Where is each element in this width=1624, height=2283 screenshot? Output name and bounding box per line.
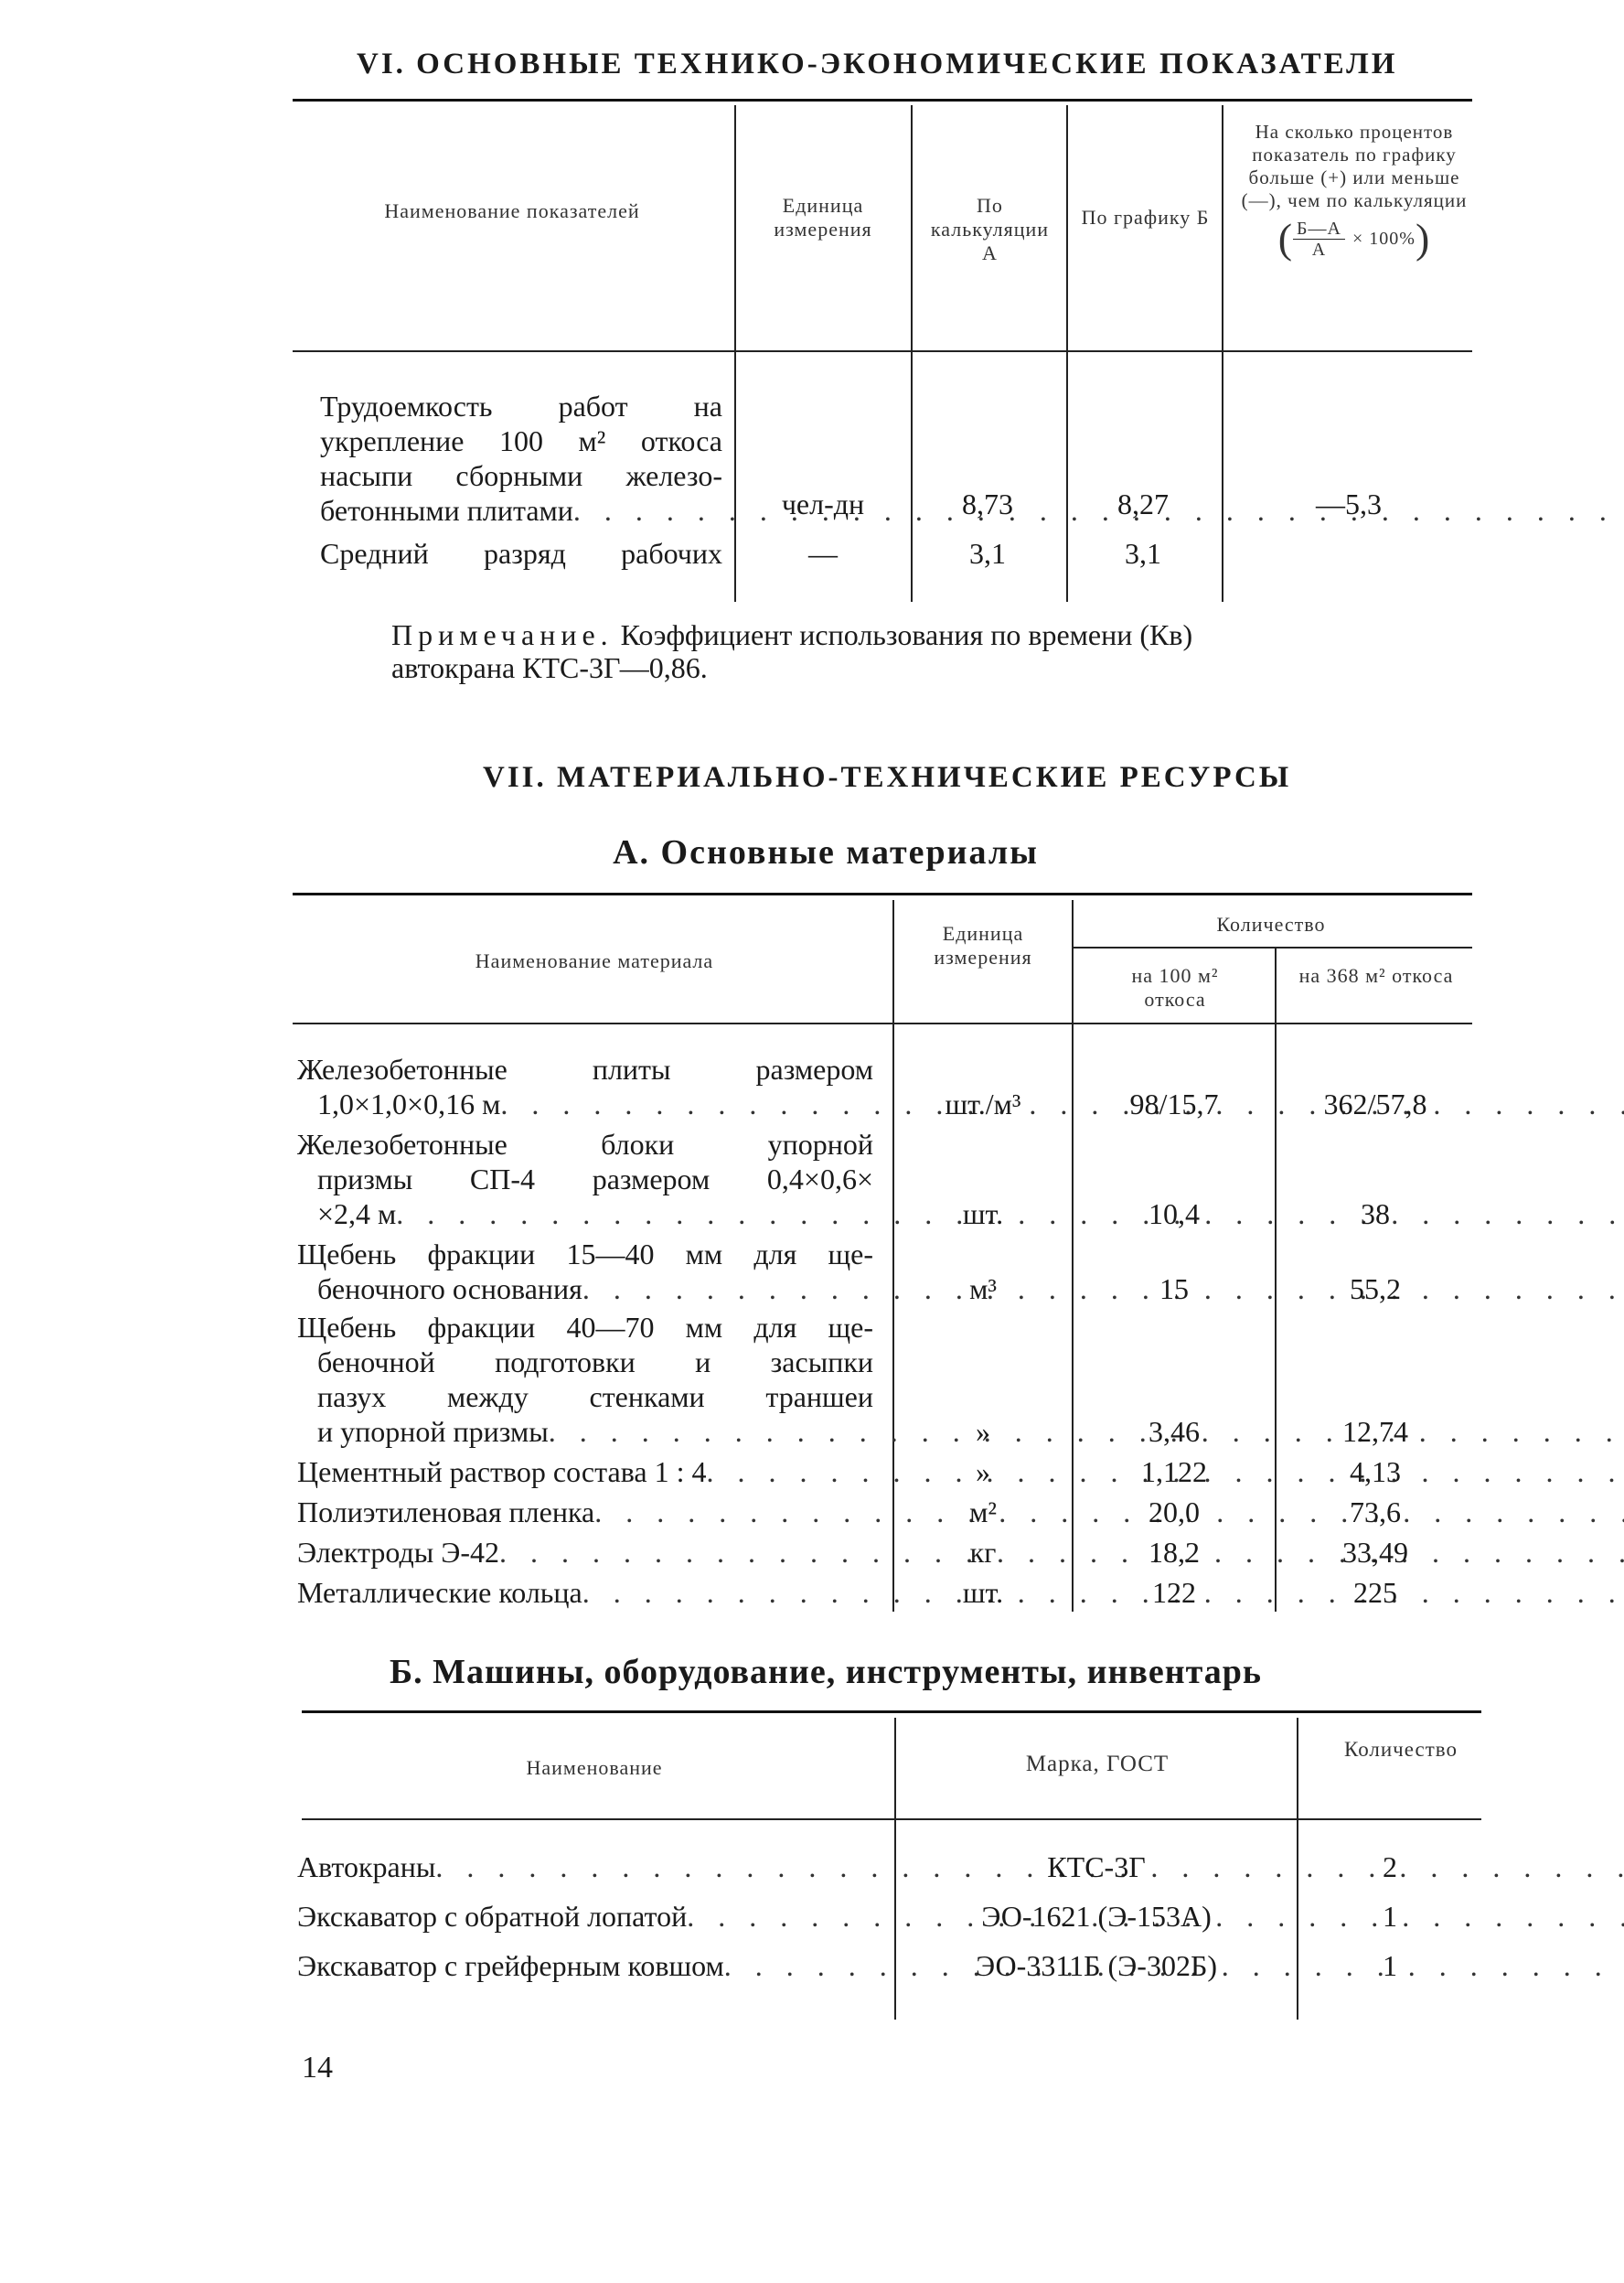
table-1-col-divider xyxy=(1222,105,1223,602)
name-line: 1,0×1,0×0,16 м xyxy=(317,1088,501,1120)
name-line-leader xyxy=(297,1454,873,1489)
name-line-leader xyxy=(297,1414,873,1449)
table-2-cell-q368: 55,2 xyxy=(1350,1272,1401,1305)
name-line-leader xyxy=(297,1535,873,1570)
name-line: Железобетонные блоки упорной xyxy=(297,1128,873,1161)
table-2-cell-q368: 362/57,8 xyxy=(1323,1088,1427,1120)
table-2-header-qty: Количество xyxy=(1216,913,1326,936)
name-line: Щебень фракции 40—70 мм для ще- xyxy=(297,1311,873,1344)
table-3-cell-qty: 2 xyxy=(1383,1850,1397,1883)
table-1-row-name xyxy=(320,389,722,528)
table-2-header-rule xyxy=(293,1023,1472,1024)
table-1-cell-percent: —5,3 xyxy=(1316,488,1382,520)
formula-denominator: А xyxy=(1311,239,1327,260)
table-1-row-name xyxy=(320,536,722,571)
table-1-header-name: Наименование показателей xyxy=(384,199,640,222)
table-3-header-brand: Марка, ГОСТ xyxy=(1025,1752,1170,1776)
table-2-cell-q100: 18,2 xyxy=(1149,1536,1200,1569)
table-2-header-q100: на 100 м² откоса xyxy=(1131,964,1219,1011)
name-line-leader xyxy=(320,493,722,528)
table-2-cell-q100: 20,0 xyxy=(1149,1495,1200,1528)
table-3-top-rule xyxy=(302,1710,1481,1713)
section-7-title: VII. МАТЕРИАЛЬНО-ТЕХНИЧЕСКИЕ РЕСУРСЫ xyxy=(483,761,1292,794)
table-2-top-rule xyxy=(293,893,1472,895)
formula-numerator: Б—А xyxy=(1293,219,1345,240)
table-2-row-name xyxy=(297,1535,873,1570)
name-line-leader xyxy=(297,1271,873,1306)
name-line: беночной подготовки и засыпки xyxy=(317,1345,873,1378)
table-2-cell-unit: м² xyxy=(969,1495,997,1528)
table-2-cell-q368: 73,6 xyxy=(1350,1495,1401,1528)
table-1-cell-graph: 8,27 xyxy=(1117,488,1169,520)
table-3-cell-qty: 1 xyxy=(1383,1900,1397,1933)
section-6-title: VI. ОСНОВНЫЕ ТЕХНИКО-ЭКОНОМИЧЕСКИЕ ПОКАЗАТЕЛИ xyxy=(357,48,1398,80)
note-label: Примечание. xyxy=(391,618,614,651)
table-3-header-rule xyxy=(302,1818,1481,1820)
table-1-header-percent xyxy=(1234,121,1474,260)
table-3-row-name xyxy=(297,1948,882,1983)
table-1-cell-graph: 3,1 xyxy=(1125,537,1161,570)
table-3-cell-brand: ЭО-3311Б (Э-302Б) xyxy=(976,1949,1217,1982)
table-2-cell-unit: шт. xyxy=(962,1197,1004,1230)
table-3-row-name xyxy=(297,1899,882,1934)
name-line: насыпи сборными железо- xyxy=(320,459,722,492)
table-2-cell-unit: шт. xyxy=(962,1576,1004,1609)
table-1-header-unit: Единица измерения xyxy=(774,194,872,241)
table-2-cell-unit: » xyxy=(976,1455,990,1488)
table-2-row-name xyxy=(297,1454,873,1489)
name-line: Автокраны xyxy=(297,1850,436,1883)
table-3-header-name: Наименование xyxy=(526,1756,663,1779)
table-2-header-q368: на 368 м² откоса xyxy=(1298,964,1454,987)
table-2-cell-unit: шт./м³ xyxy=(945,1088,1021,1120)
name-line: Щебень фракции 15—40 мм для ще- xyxy=(297,1238,873,1270)
name-line-leader xyxy=(297,1948,882,1983)
name-line-leader xyxy=(297,1899,882,1934)
table-1-cell-calc: 3,1 xyxy=(969,537,1006,570)
table-1-cell-calc: 8,73 xyxy=(962,488,1013,520)
name-line-leader xyxy=(297,1575,873,1610)
table-1-col-divider xyxy=(911,105,913,602)
table-2-header-unit: Единица измерения xyxy=(934,922,1032,969)
name-line: бетонными плитами xyxy=(320,494,573,527)
table-1-header-calc: По калькуляции А xyxy=(930,194,1050,264)
table-2-row-name xyxy=(297,1575,873,1610)
name-line: Электроды Э-42 xyxy=(297,1536,500,1569)
table-2-row-name xyxy=(297,1237,873,1306)
subsection-a-title: А. Основные материалы xyxy=(613,833,1039,872)
table-1-col-divider xyxy=(1066,105,1068,602)
table-2-cell-q100: 10,4 xyxy=(1149,1197,1200,1230)
table-1-note-cont: автокрана КТС-3Г—0,86. xyxy=(391,651,708,684)
name-line: Экскаватор с обратной лопатой xyxy=(297,1900,688,1933)
table-1-cell-unit: — xyxy=(808,537,838,570)
table-2-cell-q368: 33,49 xyxy=(1342,1536,1408,1569)
table-3-cell-brand: ЭО-1621 (Э-153А) xyxy=(981,1900,1212,1933)
table-2-cell-q100: 1,122 xyxy=(1141,1455,1207,1488)
table-2-row-name xyxy=(297,1052,873,1121)
table-2-cell-q100: 3,46 xyxy=(1149,1415,1200,1448)
table-3-header-qty: Количество xyxy=(1344,1738,1458,1761)
name-line-leader xyxy=(297,1495,873,1529)
subsection-b-title: Б. Машины, оборудование, инструменты, инвентарь xyxy=(389,1653,1263,1691)
table-2-cell-q368: 12,74 xyxy=(1342,1415,1408,1448)
table-2-cell-q368: 4,13 xyxy=(1350,1455,1401,1488)
table-2-cell-unit: кг xyxy=(969,1536,997,1569)
table-2-cell-q100: 122 xyxy=(1152,1576,1196,1609)
name-line: пазух между стенками траншеи xyxy=(317,1380,873,1413)
table-2-cell-unit: м³ xyxy=(969,1272,997,1305)
page-number: 14 xyxy=(302,2051,333,2085)
table-3-cell-brand: КТС-3Г xyxy=(1047,1850,1146,1883)
name-line: укрепление 100 м² откоса xyxy=(320,424,722,457)
name-line: Трудоемкость работ на xyxy=(320,390,722,423)
name-line: Металлические кольца xyxy=(297,1576,582,1609)
table-2-row-name xyxy=(297,1127,873,1231)
table-1-cell-unit: чел-дн xyxy=(781,488,865,520)
name-line-leader xyxy=(297,1087,873,1121)
table-1-top-rule xyxy=(293,99,1472,102)
table-2-row-name xyxy=(297,1495,873,1529)
table-2-cell-q100: 15 xyxy=(1159,1272,1189,1305)
name-line: Средний разряд рабочих xyxy=(320,537,722,570)
name-line: Железобетонные плиты размером xyxy=(297,1053,873,1086)
name-line: ×2,4 м xyxy=(317,1197,397,1230)
table-2-cell-q368: 225 xyxy=(1353,1576,1397,1609)
note-text: Коэффициент использования по времени (Кв) xyxy=(620,618,1193,651)
table-3-row-name xyxy=(297,1849,882,1884)
table-1-col-divider xyxy=(734,105,736,602)
table-3-cell-qty: 1 xyxy=(1383,1949,1397,1982)
table-2-cell-q100: 98/15,7 xyxy=(1129,1088,1219,1120)
table-2-header-name: Наименование материала xyxy=(475,949,714,972)
table-2-cell-q368: 38 xyxy=(1361,1197,1390,1230)
name-line: призмы СП-4 размером 0,4×0,6× xyxy=(317,1163,873,1195)
table-1-header-graph: По графику Б xyxy=(1081,206,1210,229)
name-line-leader xyxy=(297,1849,882,1884)
formula-multiplier: × 100% xyxy=(1352,228,1416,249)
table-2-cell-unit: » xyxy=(976,1415,990,1448)
name-line-leader xyxy=(297,1196,873,1231)
table-2-qty-rule xyxy=(1072,947,1472,949)
table-1-note xyxy=(391,618,1192,651)
table-1-header-rule xyxy=(293,350,1472,352)
name-line: Экскаватор с грейферным ковшом xyxy=(297,1949,724,1982)
percent-formula: ( $\frac{Б—А}{А}$ × 100% ) xyxy=(1277,215,1431,262)
table-2-row-name xyxy=(297,1310,873,1449)
name-line: Полиэтиленовая пленка xyxy=(297,1495,595,1528)
name-line: Цементный раствор состава 1 : 4 xyxy=(297,1455,707,1488)
table-1-header-percent-text: На сколько процентов показатель по графику больше (+) или меньше (—), чем по калькуляции xyxy=(1241,121,1468,211)
name-line: беночного основания xyxy=(317,1272,582,1305)
name-line: и упорной призмы xyxy=(317,1415,549,1448)
